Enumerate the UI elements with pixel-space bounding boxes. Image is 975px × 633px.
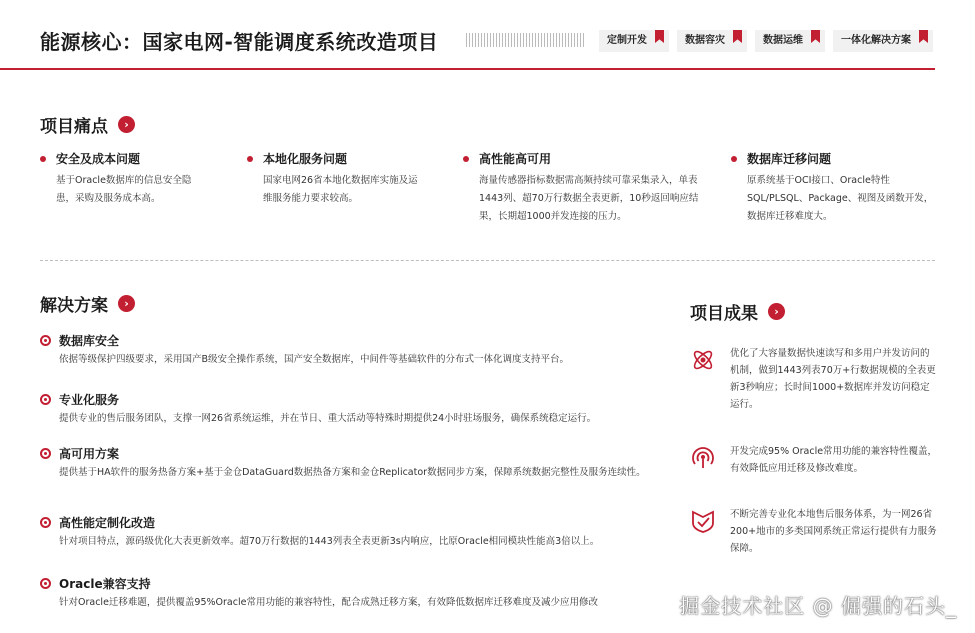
tab-custom-dev[interactable]: 定制开发	[599, 30, 669, 52]
watermark: 掘金技术社区 @ 倔强的石头_	[679, 594, 957, 618]
target-icon	[40, 335, 51, 346]
chevron-right-icon[interactable]: ›	[118, 116, 135, 133]
chevron-right-icon[interactable]: ›	[768, 303, 785, 320]
shield-check-icon	[690, 508, 716, 534]
target-icon	[40, 578, 51, 589]
bookmark-icon	[811, 30, 820, 43]
barcode-decoration	[466, 33, 586, 47]
pain-item: 数据库迁移问题 原系统基于OCI接口、Oracle特性SQL/PLSQL、Package、视图及函数开发，数据库迁移难度大。	[731, 150, 941, 226]
achievement-item: 不断完善专业化本地售后服务体系，为一网26省200+地市的多类国网系统正常运行提供有力服务保障。	[690, 506, 940, 557]
bookmark-icon	[733, 30, 742, 43]
section-divider	[40, 260, 935, 261]
atom-icon	[690, 347, 716, 373]
header-divider	[0, 68, 935, 70]
achievements-heading: 项目成果 ›	[690, 299, 785, 324]
tab-disaster-recovery[interactable]: 数据容灾	[677, 30, 747, 52]
solution-item: 专业化服务 提供专业的售后服务团队，支撑一网26省系统运维，并在节日、重大活动等特殊时期提供24小时驻场服务，确保系统稳定运行。	[40, 391, 660, 427]
broadcast-icon	[690, 445, 716, 471]
bullet-icon	[247, 156, 253, 162]
solution-item: 高可用方案 提供基于HA软件的服务热备方案+基于金仓DataGuard数据热备方案和金仓Replicator数据同步方案，保障系统数据完整性及服务连续性。	[40, 445, 660, 481]
solution-item: Oracle兼容支持 针对Oracle迁移难题，提供覆盖95%Oracle常用功能的兼容特性，配合成熟迁移方案，有效降低数据库迁移难度及减少应用修改	[40, 575, 640, 611]
pain-item: 安全及成本问题 基于Oracle数据库的信息安全隐患，采购及服务成本高。	[40, 150, 210, 208]
achievement-item: 优化了大容量数据快速读写和多用户并发访问的机制，做到1443列表70万+行数据规模的全表更新3秒响应；长时间1000+数据库并发访问稳定运行。	[690, 345, 940, 413]
tab-operations[interactable]: 数据运维	[755, 30, 825, 52]
pain-item: 高性能高可用 海量传感器指标数据需高频持续可靠采集录入，单表1443列、超70万行数据全表更新，10秒返回响应结果，长期超1000并发连接的压力。	[463, 150, 703, 226]
bullet-icon	[463, 156, 469, 162]
bullet-icon	[40, 156, 46, 162]
solutions-heading: 解决方案 ›	[40, 291, 135, 316]
target-icon	[40, 394, 51, 405]
page-title: 能源核心：国家电网-智能调度系统改造项目	[40, 30, 439, 54]
header-tabs	[599, 30, 933, 52]
solution-item: 高性能定制化改造 针对项目特点，源码级优化大表更新效率。超70万行数据的1443列表全表更新3s内响应，比原Oracle相同模块性能高3倍以上。	[40, 514, 660, 550]
bookmark-icon	[919, 30, 928, 43]
bookmark-icon	[655, 30, 664, 43]
pain-item: 本地化服务问题 国家电网26省本地化数据库实施及运维服务能力要求较高。	[247, 150, 422, 208]
chevron-right-icon[interactable]: ›	[118, 295, 135, 312]
achievement-item: 开发完成95% Oracle常用功能的兼容特性覆盖，有效降低应用迁移及修改难度。	[690, 443, 940, 477]
target-icon	[40, 448, 51, 459]
target-icon	[40, 517, 51, 528]
bullet-icon	[731, 156, 737, 162]
tab-integrated-solution[interactable]: 一体化解决方案	[833, 30, 933, 52]
pain-points-heading: 项目痛点 ›	[40, 112, 135, 137]
solution-item: 数据库安全 依据等级保护四级要求，采用国产B级安全操作系统，国产安全数据库，中间件等基础软件的分布式一体化调度支持平台。	[40, 332, 660, 368]
